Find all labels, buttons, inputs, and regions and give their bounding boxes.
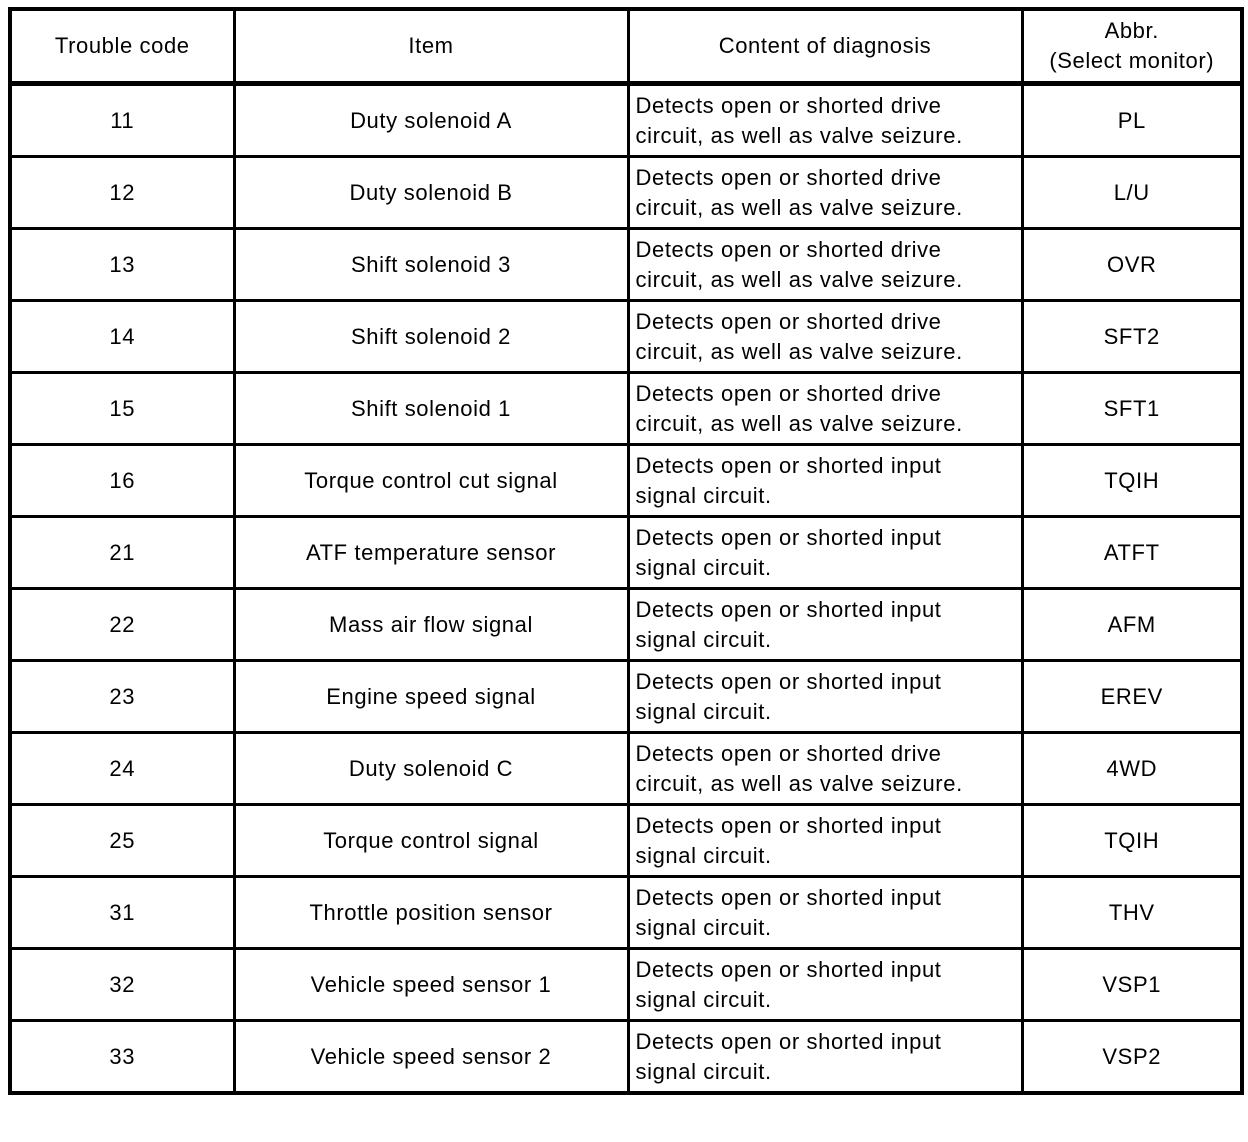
content-cell <box>628 589 1022 661</box>
item-cell: Shift solenoid 3 <box>234 229 628 301</box>
table-row <box>10 805 1242 877</box>
header-content-of-diagnosis: Content of diagnosis <box>628 9 1022 84</box>
table-header-row <box>10 9 1242 84</box>
table-row <box>10 373 1242 445</box>
table-row <box>10 157 1242 229</box>
trouble-code-cell: 32 <box>10 949 234 1021</box>
table-row <box>10 733 1242 805</box>
abbr-cell: TQIH <box>1022 445 1242 517</box>
content-cell <box>628 301 1022 373</box>
content-cell <box>628 157 1022 229</box>
trouble-code-cell: 23 <box>10 661 234 733</box>
table-row <box>10 661 1242 733</box>
abbr-cell: TQIH <box>1022 805 1242 877</box>
abbr-cell: OVR <box>1022 229 1242 301</box>
content-line-1: Detects open or shorted input <box>635 668 942 694</box>
content-cell <box>628 1021 1022 1094</box>
content-line-1: Detects open or shorted input <box>635 812 942 838</box>
abbr-cell: ATFT <box>1022 517 1242 589</box>
content-line-2: signal circuit. <box>635 554 772 580</box>
content-line-2: signal circuit. <box>635 626 772 652</box>
item-cell: Throttle position sensor <box>234 877 628 949</box>
trouble-code-cell: 13 <box>10 229 234 301</box>
abbr-cell: L/U <box>1022 157 1242 229</box>
content-cell <box>628 517 1022 589</box>
item-cell: Shift solenoid 2 <box>234 301 628 373</box>
trouble-code-cell: 15 <box>10 373 234 445</box>
item-cell: Vehicle speed sensor 2 <box>234 1021 628 1094</box>
abbr-cell: VSP2 <box>1022 1021 1242 1094</box>
content-line-1: Detects open or shorted input <box>635 596 942 622</box>
header-trouble-code: Trouble code <box>10 9 234 84</box>
abbr-cell: 4WD <box>1022 733 1242 805</box>
content-line-1: Detects open or shorted input <box>635 1028 942 1054</box>
content-line-2: circuit, as well as valve seizure. <box>635 338 963 364</box>
trouble-code-cell: 14 <box>10 301 234 373</box>
item-cell: Mass air flow signal <box>234 589 628 661</box>
content-cell <box>628 229 1022 301</box>
trouble-code-cell: 21 <box>10 517 234 589</box>
abbr-cell: SFT2 <box>1022 301 1242 373</box>
content-line-2: circuit, as well as valve seizure. <box>635 122 963 148</box>
trouble-code-cell: 25 <box>10 805 234 877</box>
item-cell: Duty solenoid A <box>234 84 628 157</box>
content-line-1: Detects open or shorted drive <box>635 236 942 262</box>
trouble-code-cell: 16 <box>10 445 234 517</box>
content-cell <box>628 949 1022 1021</box>
table-row <box>10 589 1242 661</box>
trouble-code-cell: 31 <box>10 877 234 949</box>
trouble-code-cell: 22 <box>10 589 234 661</box>
item-cell: Duty solenoid C <box>234 733 628 805</box>
content-cell <box>628 805 1022 877</box>
item-cell: Engine speed signal <box>234 661 628 733</box>
content-line-2: signal circuit. <box>635 482 772 508</box>
content-line-2: circuit, as well as valve seizure. <box>635 410 963 436</box>
header-abbr-line2: (Select monitor) <box>1049 48 1215 73</box>
content-line-2: signal circuit. <box>635 842 772 868</box>
item-cell: Vehicle speed sensor 1 <box>234 949 628 1021</box>
abbr-cell: VSP1 <box>1022 949 1242 1021</box>
content-line-2: circuit, as well as valve seizure. <box>635 194 963 220</box>
header-abbr-line1: Abbr. <box>1104 18 1159 43</box>
content-line-2: signal circuit. <box>635 1058 772 1084</box>
content-line-2: signal circuit. <box>635 986 772 1012</box>
content-cell <box>628 445 1022 517</box>
content-line-1: Detects open or shorted drive <box>635 308 942 334</box>
item-cell: Shift solenoid 1 <box>234 373 628 445</box>
item-cell: ATF temperature sensor <box>234 517 628 589</box>
content-line-1: Detects open or shorted drive <box>635 380 942 406</box>
content-cell <box>628 661 1022 733</box>
table-row <box>10 301 1242 373</box>
item-cell: Torque control signal <box>234 805 628 877</box>
content-line-2: signal circuit. <box>635 698 772 724</box>
abbr-cell: THV <box>1022 877 1242 949</box>
item-cell: Torque control cut signal <box>234 445 628 517</box>
content-cell <box>628 373 1022 445</box>
item-cell: Duty solenoid B <box>234 157 628 229</box>
content-line-1: Detects open or shorted input <box>635 452 942 478</box>
content-line-2: circuit, as well as valve seizure. <box>635 266 963 292</box>
abbr-cell: PL <box>1022 84 1242 157</box>
table-row <box>10 877 1242 949</box>
trouble-code-cell: 12 <box>10 157 234 229</box>
content-cell <box>628 877 1022 949</box>
table-row <box>10 229 1242 301</box>
table-row <box>10 84 1242 157</box>
table-row <box>10 1021 1242 1094</box>
content-line-2: signal circuit. <box>635 914 772 940</box>
abbr-cell: EREV <box>1022 661 1242 733</box>
content-line-1: Detects open or shorted input <box>635 884 942 910</box>
trouble-code-table <box>8 7 1244 1095</box>
header-item: Item <box>234 9 628 84</box>
content-line-1: Detects open or shorted drive <box>635 164 942 190</box>
abbr-cell: AFM <box>1022 589 1242 661</box>
content-line-1: Detects open or shorted input <box>635 956 942 982</box>
trouble-code-cell: 11 <box>10 84 234 157</box>
table-row <box>10 949 1242 1021</box>
content-line-1: Detects open or shorted drive <box>635 92 942 118</box>
abbr-cell: SFT1 <box>1022 373 1242 445</box>
content-cell <box>628 84 1022 157</box>
table-row <box>10 445 1242 517</box>
content-line-1: Detects open or shorted input <box>635 524 942 550</box>
content-line-1: Detects open or shorted drive <box>635 740 942 766</box>
trouble-code-cell: 33 <box>10 1021 234 1094</box>
trouble-code-cell: 24 <box>10 733 234 805</box>
header-abbr <box>1022 9 1242 84</box>
table-row <box>10 517 1242 589</box>
content-line-2: circuit, as well as valve seizure. <box>635 770 963 796</box>
content-cell <box>628 733 1022 805</box>
